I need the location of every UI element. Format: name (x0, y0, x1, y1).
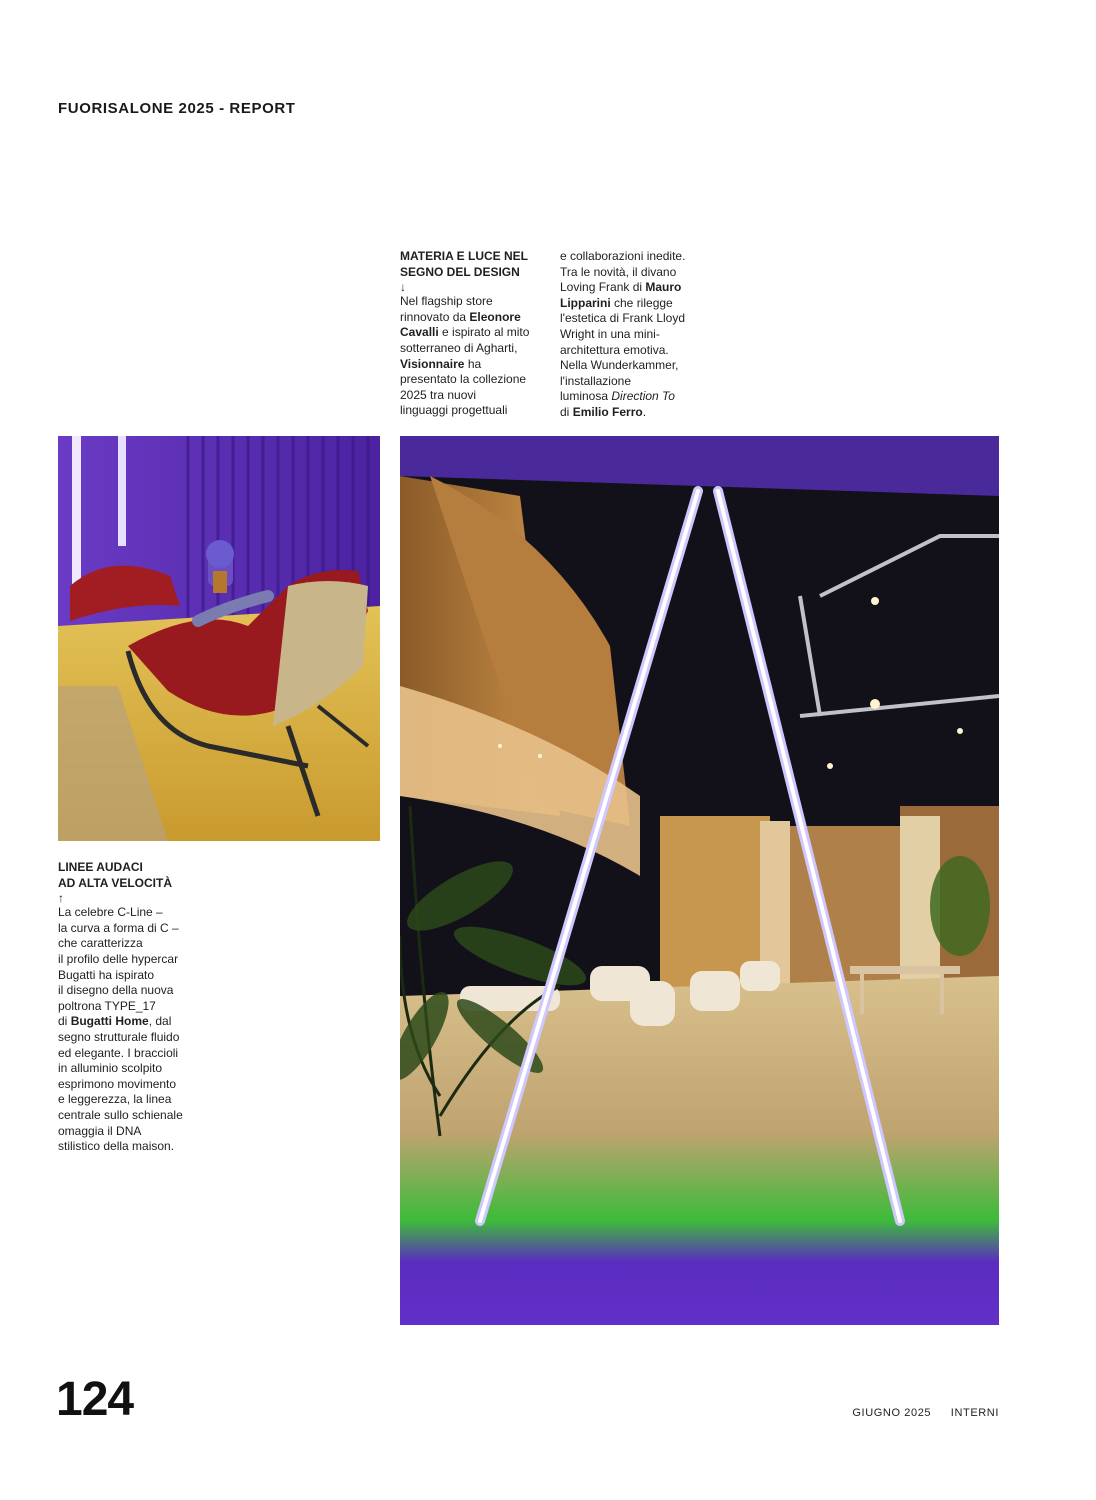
caption-text: luminosa (560, 389, 612, 404)
caption-text: sotterraneo di Agharti, (400, 340, 518, 355)
caption-bold: Lipparini (560, 295, 611, 310)
caption-italic: Direction To (611, 389, 675, 404)
caption-text: centrale sullo schienale (58, 1107, 183, 1122)
caption-text: , dal (148, 1014, 172, 1029)
caption-text: in alluminio scolpito (58, 1061, 163, 1076)
caption-bugatti (58, 860, 208, 1155)
caption-text: linguaggi progettuali (400, 403, 508, 418)
caption-text: che caratterizza (58, 936, 143, 951)
caption-text: ha (464, 356, 482, 371)
caption-title-line: LINEE AUDACI (58, 860, 143, 874)
caption-bold: Emilio Ferro (572, 404, 643, 419)
photo-bugatti-armchair (58, 436, 380, 841)
caption-text: . (642, 404, 647, 419)
caption-visionnaire (400, 249, 550, 419)
caption-body (400, 294, 550, 419)
caption-text: esprimono movimento (58, 1076, 177, 1091)
caption-text: poltrona TYPE_17 (58, 998, 156, 1013)
caption-text: e leggerezza, la linea (58, 1092, 172, 1107)
caption-text: Tra le novità, il divano (560, 264, 677, 279)
caption-text: di (560, 404, 573, 419)
caption-text: Wright in una mini- (560, 326, 660, 341)
issue-date: GIUGNO 2025 (852, 1407, 932, 1419)
caption-text: che rilegge (610, 295, 673, 310)
caption-text: 2025 tra nuovi (400, 387, 477, 402)
caption-text: la curva a forma di C – (58, 920, 179, 935)
caption-text: e collaborazioni inedite. (560, 249, 686, 263)
caption-visionnaire-continued (560, 249, 705, 421)
caption-bold: Cavalli (400, 325, 439, 340)
caption-text: l'installazione (560, 373, 631, 388)
arrow-up-icon: ↑ (58, 891, 64, 906)
caption-body (58, 905, 208, 1155)
caption-bold: Mauro (645, 280, 682, 295)
caption-text: Loving Frank di (560, 280, 646, 295)
caption-text: stilistico della maison. (58, 1139, 175, 1154)
caption-text: omaggia il DNA (58, 1123, 142, 1138)
caption-text: segno strutturale fluido (58, 1029, 180, 1044)
page-footer (836, 1407, 999, 1419)
caption-bold: Eleonore (469, 309, 521, 324)
caption-title-line: AD ALTA VELOCITÀ (58, 875, 172, 890)
caption-text: Nella Wunderkammer, (560, 358, 679, 373)
magazine-name: INTERNI (950, 1407, 999, 1419)
caption-text: ed elegante. I braccioli (58, 1045, 179, 1060)
caption-text: il profilo delle hypercar (58, 951, 179, 966)
caption-bold: Visionnaire (400, 356, 465, 371)
caption-text: Bugatti ha ispirato (58, 967, 155, 982)
caption-text: La celebre C-Line – (58, 905, 163, 920)
caption-text: presentato la collezione (400, 372, 527, 387)
caption-text: l'estetica di Frank Lloyd (560, 311, 686, 326)
caption-bold: Bugatti Home (70, 1014, 149, 1029)
caption-title-line: MATERIA E LUCE NEL (400, 249, 528, 263)
caption-text: rinnovato da (400, 309, 470, 324)
page-number: 124 (56, 1373, 134, 1426)
caption-text: il disegno della nuova (58, 983, 174, 998)
caption-title-line: SEGNO DEL DESIGN (400, 264, 520, 279)
caption-text: architettura emotiva. (560, 342, 669, 357)
caption-text: di (58, 1014, 71, 1029)
arrow-down-icon: ↓ (400, 280, 406, 295)
caption-text: e ispirato al mito (438, 325, 530, 340)
section-header: FUORISALONE 2025 - REPORT (58, 100, 296, 117)
caption-text: Nel flagship store (400, 294, 493, 309)
photo-visionnaire-showroom (400, 436, 999, 1325)
